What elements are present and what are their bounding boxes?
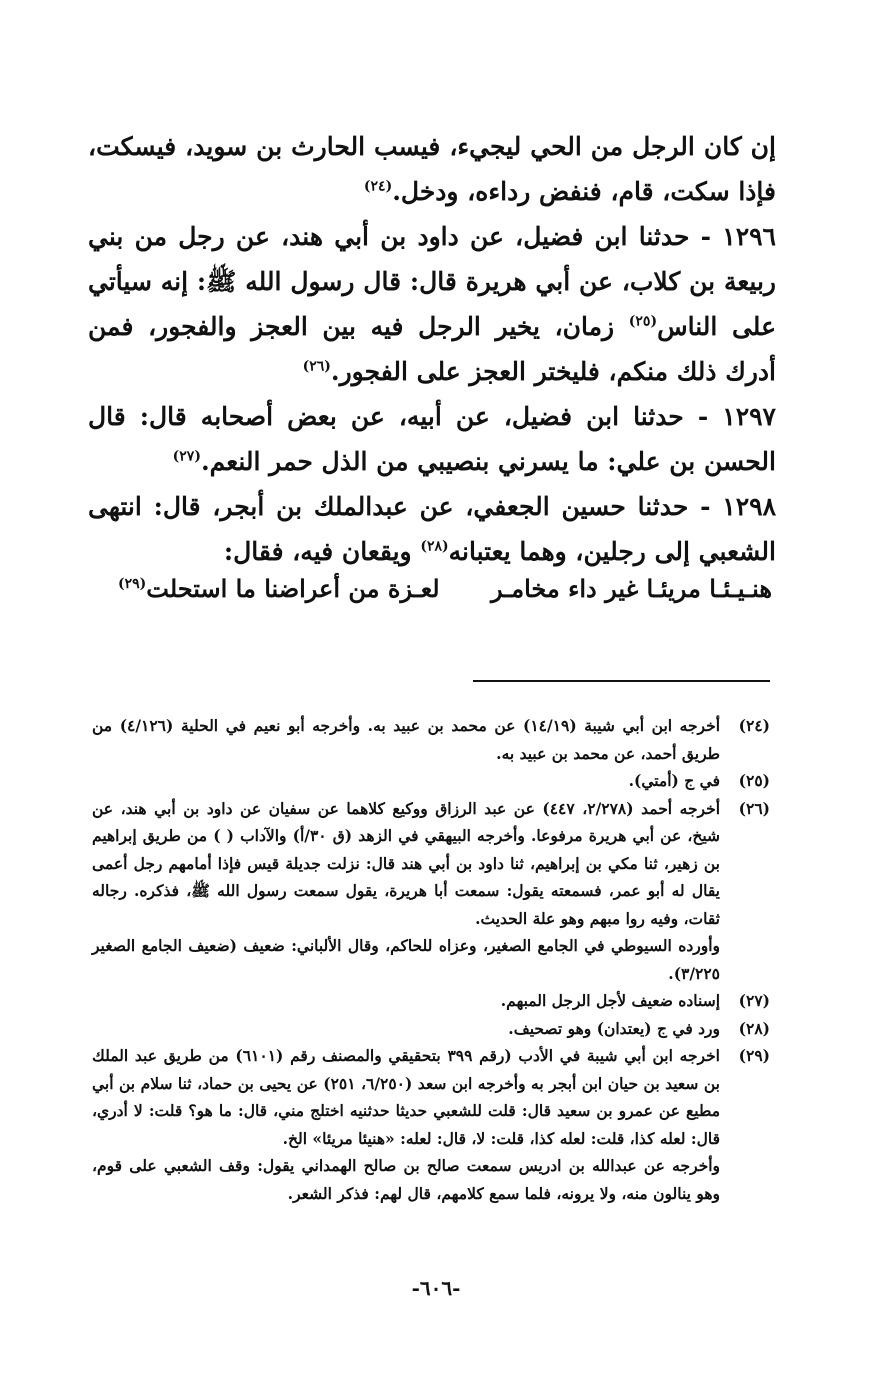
footnote-text-part: وأخرجه عن عبدالله بن ادريس سمعت صالح بن صالح الهمداني يقول: وقف الشعبي على قوم، وهو ينالون منه، ولا يرونه، فلما سمع كلامهم، قال لهم: فذكر الشعر. [92,1156,720,1203]
footnote-text: أخرجه ابن أبي شيبة (١٤/١٩) عن محمد بن عبيد به. وأخرجه أبو نعيم في الحلية (٤/١٢٦) من طريق أحمد، عن محمد بن عبيد به. [92,716,720,763]
footnote-number: (٢٩) [738,1046,770,1065]
footnotes [92,712,770,1207]
footnote-separator [473,680,770,682]
footnote-text: ورد في ج (يعتدان) وهو تصحيف. [508,1018,720,1038]
footnote-number: (٢٧) [738,991,770,1010]
footnote-item [92,987,770,1015]
footnote-number: (٢٨) [738,1018,770,1038]
footnote-ref: (٢٥) [628,313,658,330]
footnote-ref: (٢٦) [302,358,331,375]
footnote-item [92,1015,770,1043]
footnote-item [92,712,770,767]
poem-hemistich-2-text: لعـزة من أعراضنا ما استحلت [146,574,440,603]
intro-text: إن كان الرجل من الحي ليجيء، فيسب الحارث بن سويد، فيسكت، فإذا سكت، قام، فنفض رداءه، ودخل. [88,132,776,206]
poem-hemistich-2 [118,574,440,603]
footnote-text-part: أخرجه أحمد (٢/٢٧٨، ٤٤٧) عن عبد الرزاق ووكيع كلاهما عن سفيان عن داود بن أبي هند، عن شيخ، عن أبي هريرة مرفوعا. وأخرجه البيهقي في الزهد (ق ٣٠/أ) والآداب ( ) من طريق إبراهيم بن زهير، ثنا مكي بن إبراهيم، ثنا داود بن أبي هند قال: نزلت جديلة قيس فإذا أمامهم رجل أعمى يقال له أبو عمر، فسمعته يقول: سمعت أبا هريرة، يقول سمعت رسول الله ﷺ، فذكره. رجاله ثقات، وفيه روا مبهم وهو علة الحديث. [92,798,721,928]
hadith-number: ١٢٩٧ [722,402,776,431]
hadith-text: - حدثنا حسين الجعفي، عن عبدالملك بن أبجر، قال: انتهى الشعبي إلى رجلين، وهما يعتبانه [88,492,776,566]
hadith-1296 [88,214,776,394]
footnote-text: في ج (أمتي). [628,771,720,790]
footnote-text [92,795,720,988]
poem-hemistich-1: هنـيـئـا مريئـا غير داء مخامـر [490,574,772,603]
footnote-text [92,1042,720,1207]
footnote-number: (٢٦) [738,798,770,818]
hadith-text: - حدثنا ابن فضيل، عن أبيه، عن بعض أصحابه قال: قال الحسن بن علي: ما يسرني بنصيبي من الذل حمر النعم. [88,402,776,476]
footnote-item [92,767,770,795]
hadith-number: ١٢٩٨ [722,492,776,521]
footnote-number: (٢٥) [738,771,770,790]
poem-verse [118,574,772,603]
hadith-text: زمان، يخير الرجل فيه بين العجز والفجور، فمن أدرك ذلك منكم، فليختر العجز على الفجور. [88,312,776,386]
footnote-item [92,795,770,988]
hadith-1297 [88,394,776,484]
hadith-number: ١٢٩٦ [722,222,776,251]
footnote-ref: (٢٧) [172,448,201,465]
main-text [88,124,776,574]
footnote-number: (٢٤) [738,716,770,735]
footnote-text-part: اخرجه ابن أبي شيبة في الأدب (رقم ٣٩٩ بتحقيقي والمصنف رقم (٦١٠١) من طريق عبد الملك بن سعيد بن حيان ابن أبجر به وأخرجه ابن سعد (٦/٢٥٠، ٢٥١) عن يحيى بن حماد، ثنا سلام بن أبي مطيع عن عمرو بن سعيد قال: قلت للشعبي حديثا حدثنيه اختلج مني، قال: ما هو؟ قلت: لا أدري، قال: لعله كذا، قلت: لعله كذا، قلت: لا، قال: لعله: «هنيئا مريئا» الخ. [92,1046,720,1148]
footnote-ref: (٢٨) [420,538,449,555]
footnote-ref: (٢٤) [363,178,393,195]
footnote-item [92,1042,770,1207]
page-number: -٦٠٦- [411,1276,461,1300]
intro-paragraph [88,124,776,214]
hadith-text: ويقعان فيه، فقال: [223,537,421,566]
footnote-text: إسناده ضعيف لأجل الرجل المبهم. [500,991,720,1010]
footnote-ref: (٢٩) [118,576,147,592]
hadith-1298 [88,484,776,574]
footnote-text-part: وأورده السيوطي في الجامع الصغير، وعزاه للحاكم، وقال الألباني: ضعيف (ضعيف الجامع الصغير ٣/٢٢٥). [92,936,720,983]
hadith-text: - حدثنا ابن فضيل، عن داود بن أبي هند، عن رجل من بني ربيعة بن كلاب، عن أبي هريرة قال: قال رسول الله ﷺ: إنه سيأتي على الناس [88,222,776,341]
